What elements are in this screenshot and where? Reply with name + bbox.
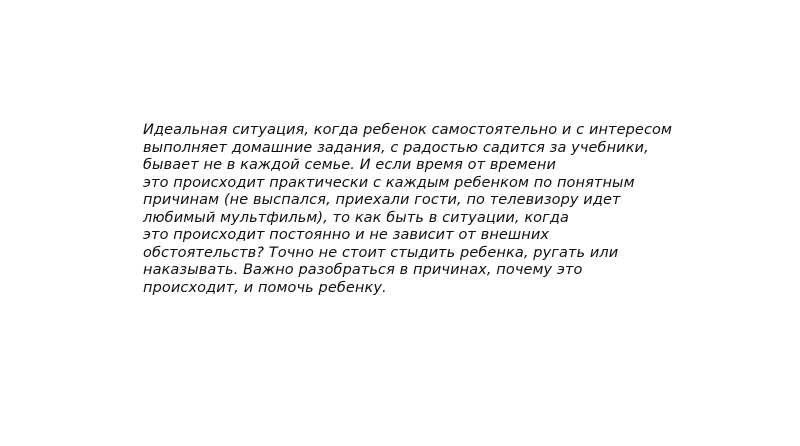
paragraph-line: наказывать. Важно разобраться в причинах, почему это <box>143 262 583 278</box>
paragraph-line: любимый мультфильм), то как быть в ситуации, когда <box>143 209 569 226</box>
paragraph-line: это происходит практически с каждым ребенком по понятным <box>143 174 635 191</box>
paragraph-line: происходит, и помочь ребенку. <box>143 279 387 296</box>
body-paragraph <box>143 122 703 297</box>
paragraph-line: причинам (не выспался, приехали гости, по телевизору идет <box>143 192 621 208</box>
paragraph-line: обстоятельств? Точно не стоит стыдить ребенка, ругать или <box>143 244 619 261</box>
paragraph-line: Идеальная ситуация, когда ребенок самостоятельно и с интересом <box>143 122 673 138</box>
paragraph-line: это происходит постоянно и не зависит от внешних <box>143 227 550 243</box>
paragraph-line: выполняет домашние задания, с радостью садится за учебники, <box>143 139 649 156</box>
paragraph-line: бывает не в каждой семье. И если время от времени <box>143 157 556 173</box>
